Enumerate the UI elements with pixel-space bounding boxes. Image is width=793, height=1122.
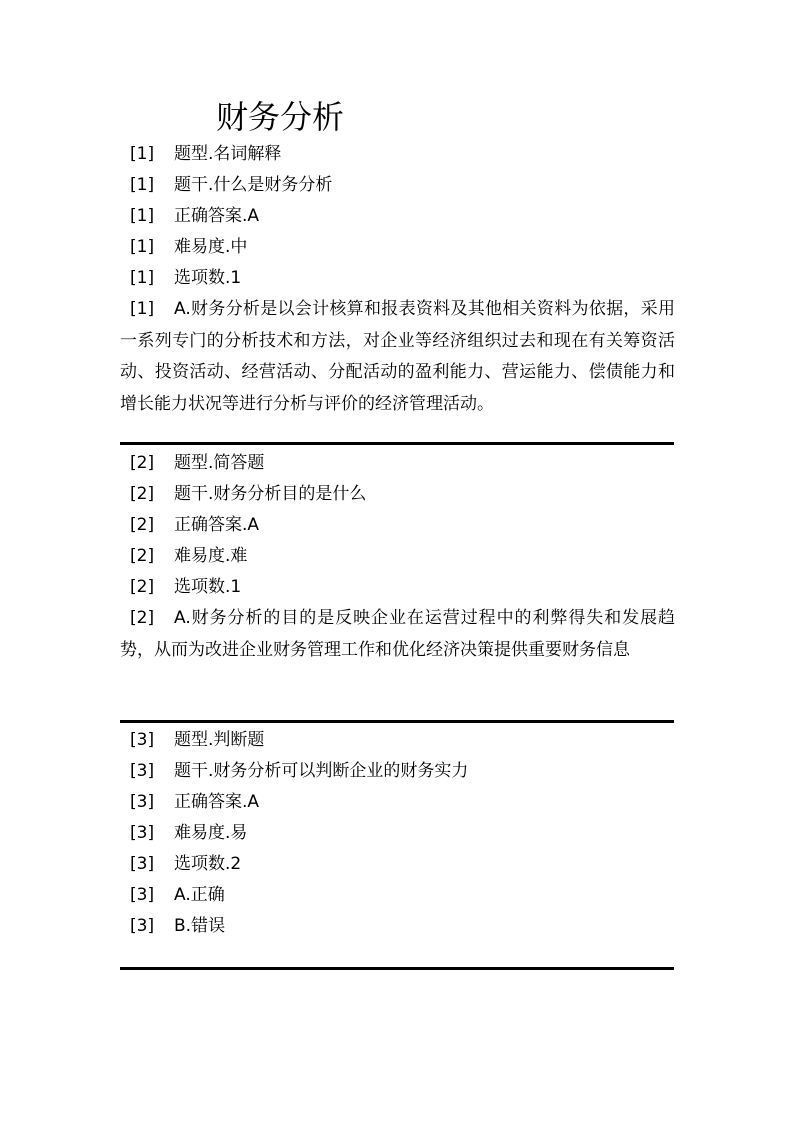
- question-block-1: [120, 139, 675, 420]
- question-stem: [1] 题干.什么是财务分析: [120, 170, 675, 201]
- page-title: 财务分析: [216, 98, 345, 136]
- question-stem: [2] 题干.财务分析目的是什么: [120, 479, 675, 510]
- question-number: [2]: [130, 577, 155, 597]
- difficulty: [2] 难易度.难: [120, 541, 675, 572]
- question-number: [1]: [130, 237, 155, 257]
- option-a: [3] A.正确: [120, 880, 675, 911]
- correct-answer: [1] 正确答案.A: [120, 201, 675, 232]
- question-type: [3] 题型.判断题: [120, 725, 675, 756]
- separator-rule: [120, 967, 674, 970]
- separator-rule: [120, 442, 674, 445]
- question-number: [3]: [130, 730, 155, 750]
- question-type: [2] 题型.简答题: [120, 448, 675, 479]
- question-number: [3]: [130, 916, 155, 936]
- question-number: [1]: [130, 175, 155, 195]
- correct-answer: [2] 正确答案.A: [120, 510, 675, 541]
- question-number: [1]: [130, 144, 155, 164]
- separator-rule: [120, 720, 674, 723]
- question-stem: [3] 题干.财务分析可以判断企业的财务实力: [120, 756, 675, 787]
- correct-answer: [3] 正确答案.A: [120, 787, 675, 818]
- option-count: [2] 选项数.1: [120, 572, 675, 603]
- answer-text: [1] A.财务分析是以会计核算和报表资料及其他相关资料为依据，采用一系列专门的分析技术和方法，对企业等经济组织过去和现在有关筹资活动、投资活动、经营活动、分配活动的盈利能力、营运能力、偿债能力和增长能力状况等进行分析与评价的经济管理活动。: [120, 294, 675, 420]
- question-number: [1]: [130, 299, 155, 319]
- question-number: [3]: [130, 792, 155, 812]
- option-count: [3] 选项数.2: [120, 849, 675, 880]
- question-number: [1]: [130, 268, 155, 288]
- question-number: [2]: [130, 515, 155, 535]
- question-number: [2]: [130, 608, 155, 628]
- answer-text: [2] A.财务分析的目的是反映企业在运营过程中的利弊得失和发展趋势，从而为改进企业财务管理工作和优化经济决策提供重要财务信息: [120, 603, 675, 666]
- question-number: [3]: [130, 854, 155, 874]
- question-block-2: [120, 448, 675, 666]
- question-number: [3]: [130, 885, 155, 905]
- question-number: [2]: [130, 484, 155, 504]
- question-block-3: [120, 725, 675, 942]
- difficulty: [1] 难易度.中: [120, 232, 675, 263]
- question-number: [2]: [130, 453, 155, 473]
- question-number: [3]: [130, 823, 155, 843]
- difficulty: [3] 难易度.易: [120, 818, 675, 849]
- option-b: [3] B.错误: [120, 911, 675, 942]
- question-type: [1] 题型.名词解释: [120, 139, 675, 170]
- question-number: [1]: [130, 206, 155, 226]
- question-number: [2]: [130, 546, 155, 566]
- option-count: [1] 选项数.1: [120, 263, 675, 294]
- question-number: [3]: [130, 761, 155, 781]
